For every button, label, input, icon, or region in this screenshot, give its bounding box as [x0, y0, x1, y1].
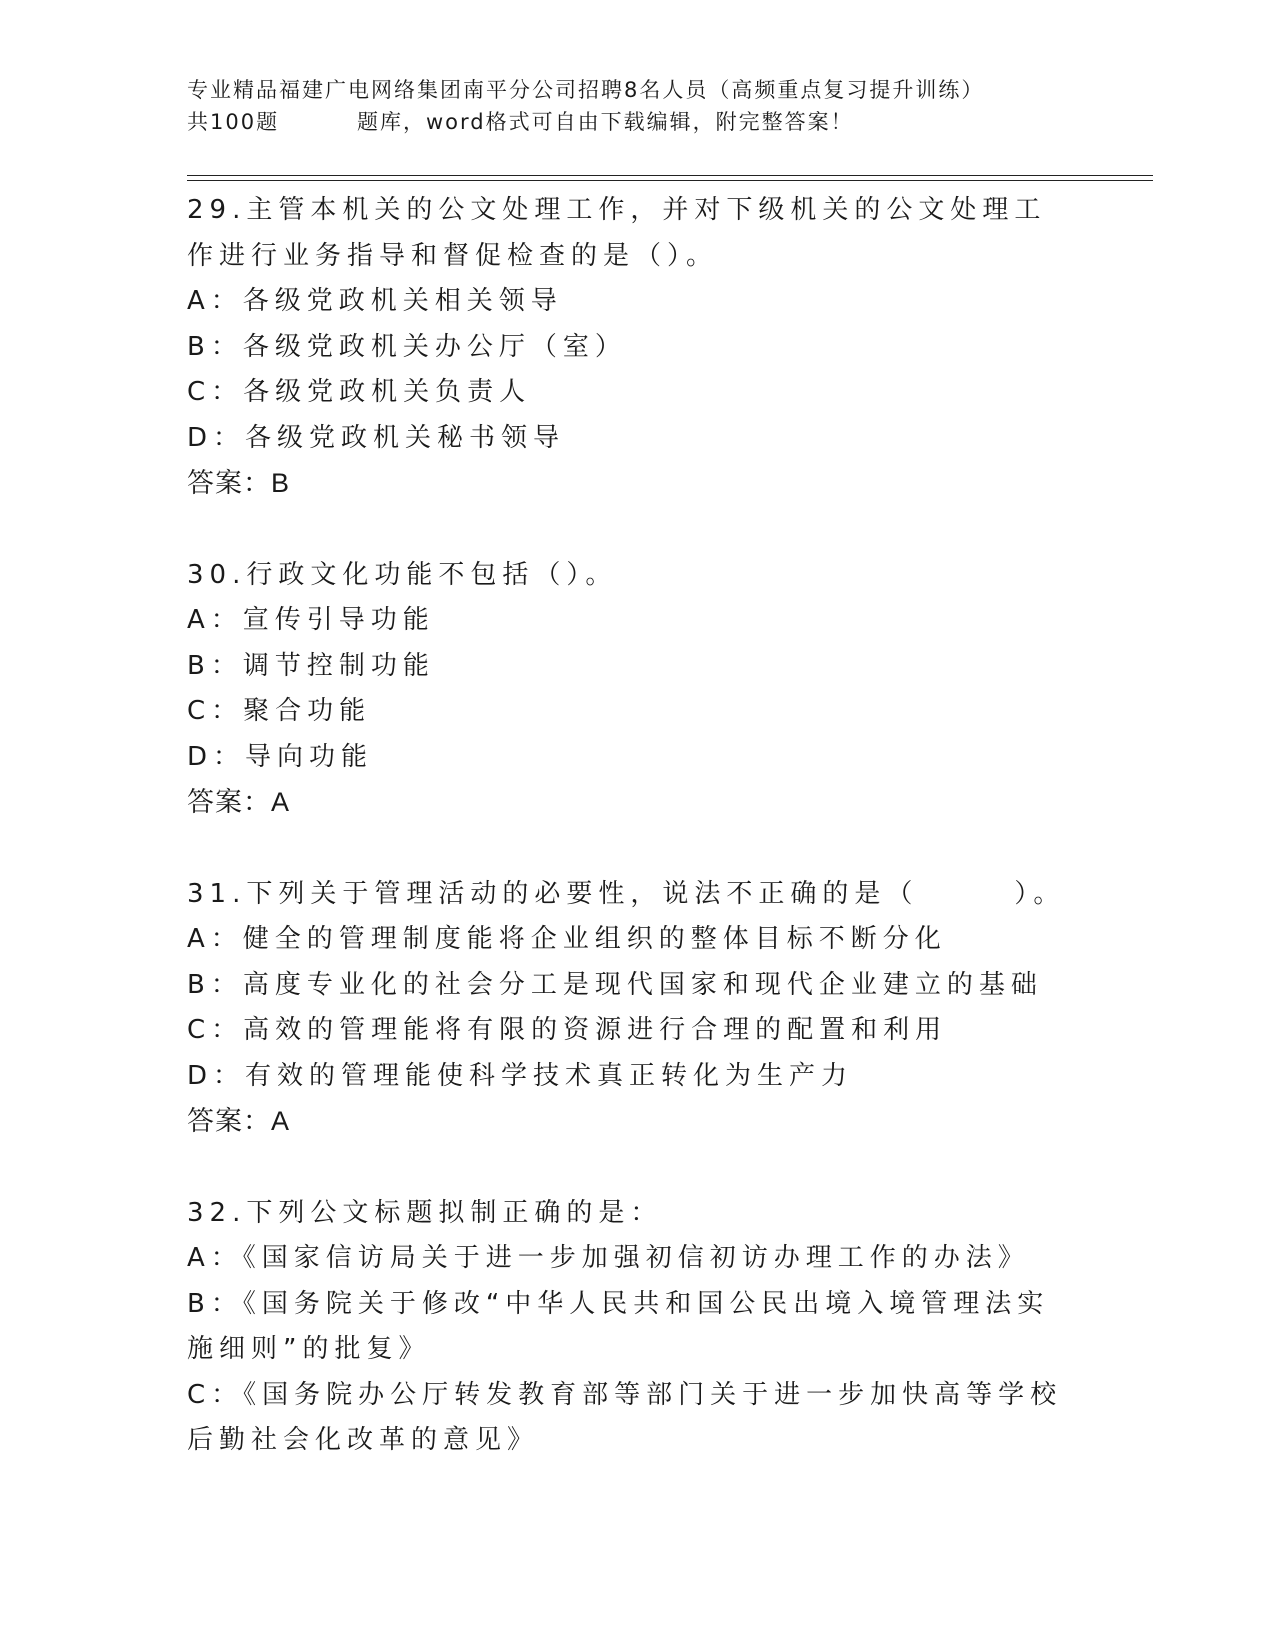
question-item — [187, 553, 1077, 826]
option-d: D：各级党政机关秘书领导 — [187, 422, 566, 453]
document-title: 专业精品福建广电网络集团南平分公司招聘8名人员（高频重点复习提升训练） — [187, 78, 985, 102]
option-b: B：高度专业化的社会分工是现代国家和现代企业建立的基础 — [187, 969, 1043, 1000]
question-item — [187, 188, 1077, 507]
option-d: D：有效的管理能使科学技术真正转化为生产力 — [187, 1060, 854, 1091]
option-c: C：高效的管理能将有限的资源进行合理的配置和利用 — [187, 1015, 948, 1045]
answer-text: 答案：A — [187, 1106, 291, 1136]
document-subtitle: 题库，word格式可自由下载编辑，附完整答案！ — [357, 110, 854, 134]
question-item — [187, 872, 1077, 1145]
question-text: 32.下列公文标题拟制正确的是： — [187, 1197, 663, 1228]
document-header — [187, 74, 1087, 138]
header-divider-thin — [187, 175, 1153, 176]
option-a: A：宣传引导功能 — [187, 605, 435, 635]
question-spacer — [187, 1145, 1077, 1191]
question-list — [187, 188, 1077, 1464]
option-a: A：《国家信访局关于进一步加强初信初访办理工作的办法》 — [187, 1243, 1030, 1273]
question-spacer — [187, 507, 1077, 553]
option-c: C：各级党政机关负责人 — [187, 377, 532, 407]
question-item — [187, 1191, 1077, 1464]
document-subtitle-row — [187, 106, 1087, 138]
option-c: C：聚合功能 — [187, 696, 372, 726]
question-text: 31.下列关于管理活动的必要性，说法不正确的是（ ）。 — [187, 878, 1066, 909]
option-b: B：《国务院关于修改“中华人民共和国公民出境入境管理法实施细则”的批复》 — [187, 1288, 1050, 1364]
question-spacer — [187, 826, 1077, 872]
option-c: C：《国务院办公厅转发教育部等部门关于进一步加快高等学校后勤社会化改革的意见》 — [187, 1379, 1063, 1455]
answer-text: 答案：B — [187, 468, 291, 498]
answer-text: 答案：A — [187, 787, 291, 817]
option-b: B：调节控制功能 — [187, 650, 435, 681]
question-text: 30.行政文化功能不包括（）。 — [187, 559, 618, 590]
option-a: A：各级党政机关相关领导 — [187, 286, 563, 316]
option-d: D：导向功能 — [187, 741, 374, 772]
header-divider-thick — [187, 180, 1153, 181]
option-b: B：各级党政机关办公厅（室） — [187, 331, 627, 362]
question-text: 29.主管本机关的公文处理工作，并对下级机关的公文处理工作进行业务指导和督促检查的是（）。 — [187, 195, 1047, 271]
option-a: A：健全的管理制度能将企业组织的整体目标不断分化 — [187, 924, 947, 954]
question-count: 共100题 — [187, 110, 280, 134]
